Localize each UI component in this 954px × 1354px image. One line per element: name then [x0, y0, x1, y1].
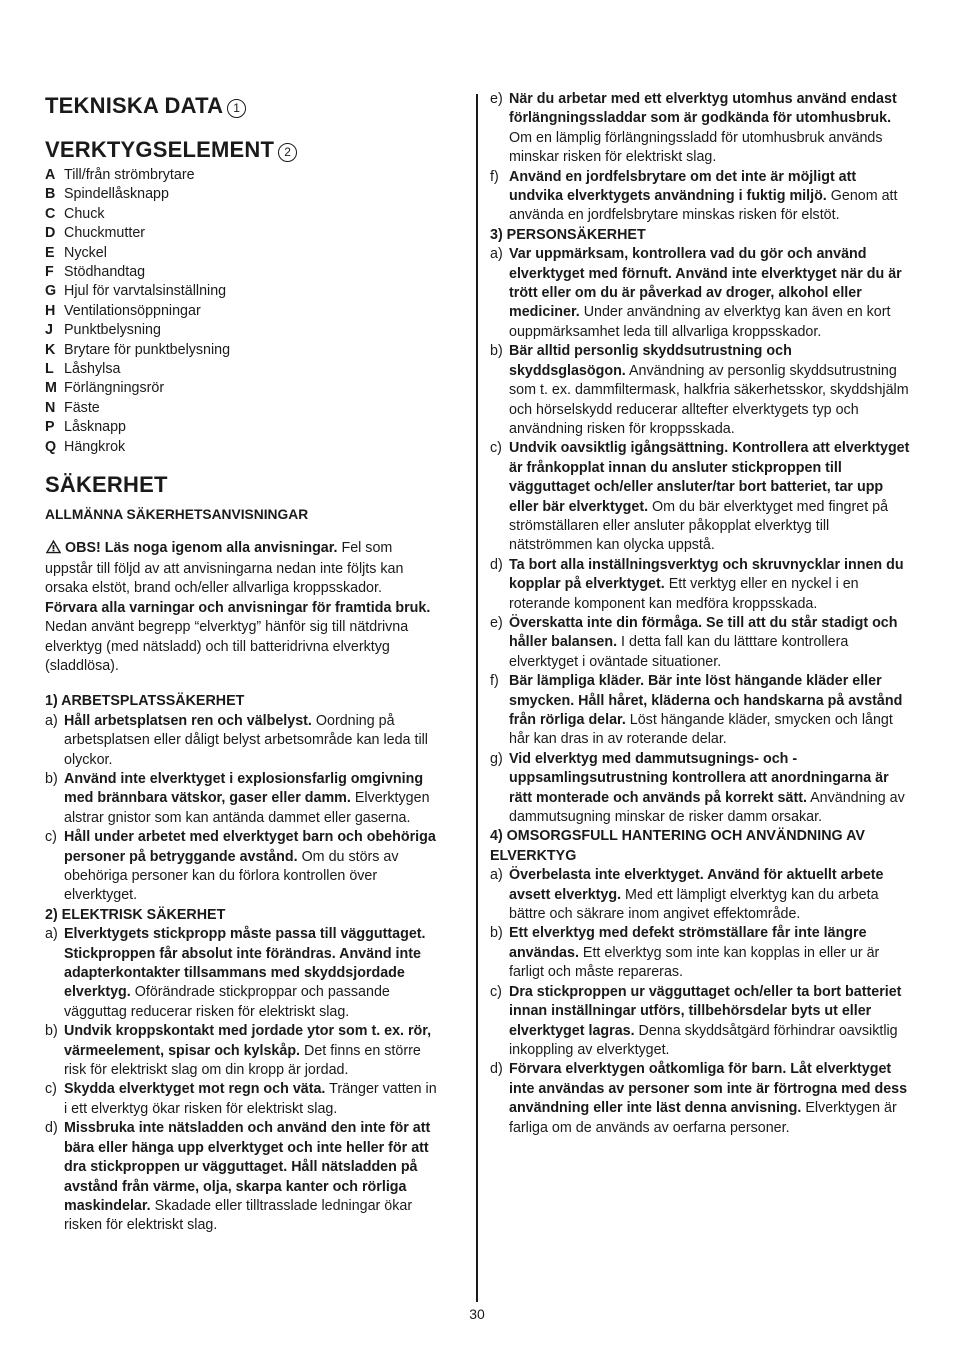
list-item	[45, 360, 440, 379]
section-title-text: 4) OMSORGSFULL HANTERING OCH ANVÄNDNING AV ELVERKTYG	[490, 828, 865, 864]
item-bold: Ta bort alla inställningsverktyg och skruvnycklar innen du kopplar på elverktyget.	[509, 556, 904, 593]
item-bold: Elverktygets stickpropp måste passa till vägguttaget. Stickproppen får absolut inte förändras. Använd inte adapterkontakter tillsammans med skyddsjordade elverktyg.	[64, 926, 426, 1001]
warning-text: Fel som uppstår till följd av att anvisningarna nedan inte följts kan orsaka elstöt, brand och/eller allvarliga kroppsskador.	[45, 539, 404, 597]
item-label: a)	[45, 712, 58, 729]
list-item	[45, 828, 440, 906]
list-item	[45, 399, 440, 418]
part-letter: Q	[45, 438, 57, 455]
part-label: Nyckel	[64, 244, 107, 261]
item-label: b)	[45, 1023, 58, 1040]
item-text: Användning av personlig skyddsutrustning som t. ex. dammfiltermask, halkfria säkerhetsskor, skyddshjälm och hörselskydd reducerar alltefter elverktygets typ och användning risken för kroppsskada.	[509, 362, 909, 437]
item-label: c)	[490, 440, 502, 457]
list-item	[45, 379, 440, 398]
item-text: I detta fall kan du lätttare kontrollera elverktyget i oväntade situationer.	[509, 634, 849, 670]
part-letter: H	[45, 302, 56, 319]
part-letter: J	[45, 322, 53, 339]
item-bold: Skydda elverktyget mot regn och väta.	[64, 1081, 326, 1098]
list-item	[45, 712, 440, 770]
technical-data-heading	[45, 92, 440, 120]
list-item	[45, 770, 440, 828]
item-label: d)	[490, 556, 503, 573]
item-text: Tränger vatten in i ett elverktyg ökar risken för elektriskt slag.	[64, 1081, 437, 1117]
list-item	[45, 438, 440, 457]
part-label: Ventilationsöppningar	[64, 302, 201, 319]
list-item	[45, 1080, 440, 1119]
page-number: 30	[469, 1306, 485, 1322]
list-item	[45, 925, 440, 1022]
item-label: f)	[490, 168, 499, 185]
part-label: Låsknapp	[64, 419, 127, 436]
section-title-handling	[490, 827, 910, 866]
item-label: e)	[490, 91, 503, 107]
part-letter: M	[45, 380, 57, 397]
part-label: Låshylsa	[64, 361, 121, 378]
list-item	[45, 321, 440, 340]
item-bold: Bär lämpliga kläder. Bär inte löst hängande kläder eller smycken. Håll håret, kläderna och handskarna på avstånd från rörliga delar.	[509, 673, 903, 728]
part-label: Förlängningsrör	[64, 380, 165, 397]
list-item	[45, 205, 440, 224]
item-bold: Håll arbetsplatsen ren och välbelyst.	[64, 712, 312, 729]
section-title-electrical: 2) ELEKTRISK SÄKERHET	[45, 906, 226, 923]
item-text: Användning av dammutsugning minskar de risker damm orsakar.	[509, 789, 905, 826]
list-item	[490, 866, 910, 924]
item-label: a)	[490, 867, 503, 884]
item-label: e)	[490, 614, 503, 631]
item-text: Denna skyddsåtgärd förhindrar oavsiktlig inkoppling av elverktyget.	[509, 1022, 898, 1058]
item-bold: Bär alltid personlig skyddsutrustning och skyddsglasögon.	[509, 343, 792, 379]
item-label: c)	[45, 829, 57, 846]
item-text: Elverktygen är farliga om de används av oerfarna personer.	[509, 1100, 897, 1136]
list-item	[45, 166, 440, 185]
item-bold: Vid elverktyg med dammutsugnings- och -uppsamlingsutrustning kontrollera att anordningarna är rätt monterade och används på korrekt sätt.	[509, 750, 889, 806]
part-label: Brytare för punktbelysning	[64, 341, 231, 358]
item-bold: När du arbetar med ett elverktyg utomhus använd endast förlängningssladdar som är godkända för utomhusbruk.	[509, 91, 897, 127]
part-letter: K	[45, 341, 56, 358]
item-label: a)	[490, 246, 503, 263]
item-label: d)	[45, 1120, 58, 1137]
list-item	[45, 263, 440, 282]
part-letter: A	[45, 167, 56, 183]
list-item	[490, 672, 910, 750]
item-text: Genom att använda en jordfelsbrytare minskas risken för elstöt.	[509, 188, 898, 224]
item-bold: Överskatta inte din förmåga. Se till att du står stadigt och håller balansen.	[509, 614, 898, 651]
part-label: Chuckmutter	[64, 225, 146, 242]
column-divider	[476, 94, 478, 1302]
item-label: f)	[490, 673, 499, 690]
part-letter: C	[45, 205, 56, 222]
item-bold: Var uppmärksam, kontrollera vad du gör och använd elverktyget med förnuft. Använd inte elverktyget när du är trött eller om du är påverkad av droger, alkohol eller mediciner.	[509, 246, 902, 321]
list-item	[45, 1022, 440, 1080]
safety-heading: SÄKERHET	[45, 472, 168, 498]
part-label: Chuck	[64, 205, 105, 222]
item-bold: Förvara elverktygen oåtkomliga för barn. Låt elverktyget inte användas av personer som inte är förtrogna med dess användning eller inte läst denna anvisning.	[509, 1061, 908, 1117]
right-column	[490, 90, 910, 1138]
warning-bold-text: OBS! Läs noga igenom alla anvisningar.	[65, 539, 338, 556]
list-item	[490, 983, 910, 1061]
part-label: Hjul för varvtalsinställning	[64, 283, 227, 300]
part-label: Stödhandtag	[64, 264, 146, 281]
part-label: Hängkrok	[64, 438, 126, 455]
section-title-personal: 3) PERSONSÄKERHET	[490, 226, 646, 243]
item-label: a)	[45, 926, 58, 943]
part-letter: N	[45, 399, 56, 416]
item-text: Om du bär elverktyget med fingret på strömställaren eller ansluter påkopplat elverktyg till nätströmmen kan olycka uppstå.	[509, 498, 889, 554]
keep-instructions-text: Nedan använt begrepp “elverktyg” hänför sig till nätdrivna elverktyg (med nätsladd) och till batteridrivna elverktyg (sladdlösa).	[45, 619, 409, 674]
list-item	[490, 342, 910, 439]
part-letter: D	[45, 225, 56, 242]
warning-paragraph	[45, 539, 440, 599]
keep-instructions-bold: Förvara alla varningar och anvisningar för framtida bruk.	[45, 599, 431, 616]
item-text: Med ett lämpligt elverktyg kan du arbeta bättre och säkrare inom angivet effektområde.	[509, 886, 879, 923]
item-text: Oordning på arbetsplatsen eller dåligt belyst arbetsområde kan leda till olyckor.	[64, 712, 428, 768]
figure-ref-2: 2	[278, 143, 297, 162]
list-item	[45, 302, 440, 321]
section-title-workplace: 1) ARBETSPLATSSÄKERHET	[45, 693, 245, 710]
part-label: Fäste	[64, 399, 100, 416]
part-letter: P	[45, 419, 55, 436]
list-item	[45, 244, 440, 263]
part-letter: G	[45, 283, 57, 300]
list-item	[490, 439, 910, 555]
part-letter: B	[45, 186, 56, 203]
item-bold: Missbruka inte nätsladden och använd den inte för att bära eller hänga upp elverktyget och inte heller för att dra stickproppen ur vägguttaget. Håll nätsladden på avstånd från värme, olja, skarpa kanter och rörliga maskindelar.	[64, 1120, 431, 1214]
item-text: Elverktygen alstrar gnistor som kan antända dammet eller gaserna.	[64, 790, 430, 826]
list-item	[490, 168, 910, 226]
list-item	[45, 224, 440, 243]
tool-elements-heading	[45, 136, 440, 164]
keep-instructions-paragraph	[45, 599, 440, 677]
list-item	[490, 750, 910, 828]
part-letter: L	[45, 361, 54, 378]
list-item	[45, 185, 440, 204]
item-text: Ett elverktyg som inte kan kopplas in eller ur är farligt och måste repareras.	[509, 944, 880, 981]
tool-elements-title: VERKTYGSELEMENT	[45, 137, 275, 162]
item-text: Under användning av elverktyg kan även en kort ouppmärksamhet leda till allvarliga kroppsskador.	[509, 304, 891, 340]
item-text: Om en lämplig förlängningssladd för utomhusbruk används minskar risken för elektriskt slag.	[509, 129, 883, 166]
technical-data-title: TEKNISKA DATA	[45, 93, 224, 118]
item-bold: Undvik kroppskontakt med jordade ytor som t. ex. rör, värmeelement, spisar och kylskåp.	[64, 1023, 432, 1059]
item-bold: Överbelasta inte elverktyget. Använd för aktuellt arbete avsett elverktyg.	[509, 867, 884, 903]
item-bold: Dra stickproppen ur vägguttaget och/eller ta bort batteriet innan inställningar utförs, tillbehörsdelar byts ut eller elverktyget lagras.	[509, 983, 902, 1039]
item-label: c)	[490, 983, 502, 1000]
item-bold: Håll under arbetet med elverktyget barn och obehöriga personer på betryggande avstånd.	[64, 829, 436, 865]
parts-list	[45, 166, 440, 457]
item-label: b)	[490, 925, 503, 942]
list-item	[490, 90, 910, 168]
warning-triangle-icon	[45, 539, 62, 560]
item-label: b)	[45, 770, 58, 787]
list-item	[45, 282, 440, 301]
item-text: Ett verktyg eller en nyckel i en roterande komponent kan medföra kroppsskada.	[509, 576, 859, 612]
list-item	[490, 1060, 910, 1138]
list-item	[490, 924, 910, 982]
item-label: b)	[490, 343, 503, 360]
item-text: Det finns en större risk för elektriskt slag om din kropp är jordad.	[64, 1042, 421, 1079]
item-label: d)	[490, 1061, 503, 1078]
item-text: Oförändrade stickproppar och passande vägguttag reducerar risken för elektriskt slag.	[64, 984, 390, 1020]
item-text: Om du störs av obehöriga personer kan du förlora kontrollen över elverktyget.	[64, 848, 399, 904]
item-bold: Använd inte elverktyget i explosionsfarlig omgivning med brännbara vätskor, gaser eller damm.	[64, 770, 424, 807]
item-text: Skadade eller tilltrasslade ledningar ökar risken för elektriskt slag.	[64, 1197, 413, 1234]
list-item	[490, 614, 910, 672]
item-bold: Använd en jordfelsbrytare om det inte är möjligt att undvika elverktygets användning i fuktig miljö.	[509, 168, 857, 205]
item-bold: Ett elverktyg med defekt strömställare får inte längre användas.	[509, 925, 867, 961]
left-column	[45, 90, 440, 1236]
part-label: Spindellåsknapp	[64, 186, 169, 203]
list-item	[45, 1119, 440, 1235]
item-text: Löst hängande kläder, smycken och långt hår kan dras in av roterande delar.	[509, 712, 893, 748]
list-item	[490, 556, 910, 614]
part-label: Punktbelysning	[64, 322, 161, 339]
item-bold: Undvik oavsiktlig igångsättning. Kontrollera att elverktyget är frånkopplat innan du ansluter stickproppen till vägguttaget och/eller ansluter/tar bort batteriet, tar upp eller bär elverktyget.	[509, 440, 910, 515]
item-label: c)	[45, 1081, 57, 1098]
list-item	[45, 341, 440, 360]
part-letter: E	[45, 244, 55, 261]
part-label: Till/från strömbrytare	[64, 167, 195, 183]
part-letter: F	[45, 264, 54, 281]
list-item	[45, 418, 440, 437]
item-label: g)	[490, 750, 503, 767]
figure-ref-1: 1	[227, 99, 246, 118]
general-safety-subheading: ALLMÄNNA SÄKERHETSANVISNINGAR	[45, 507, 309, 523]
list-item	[490, 245, 910, 342]
